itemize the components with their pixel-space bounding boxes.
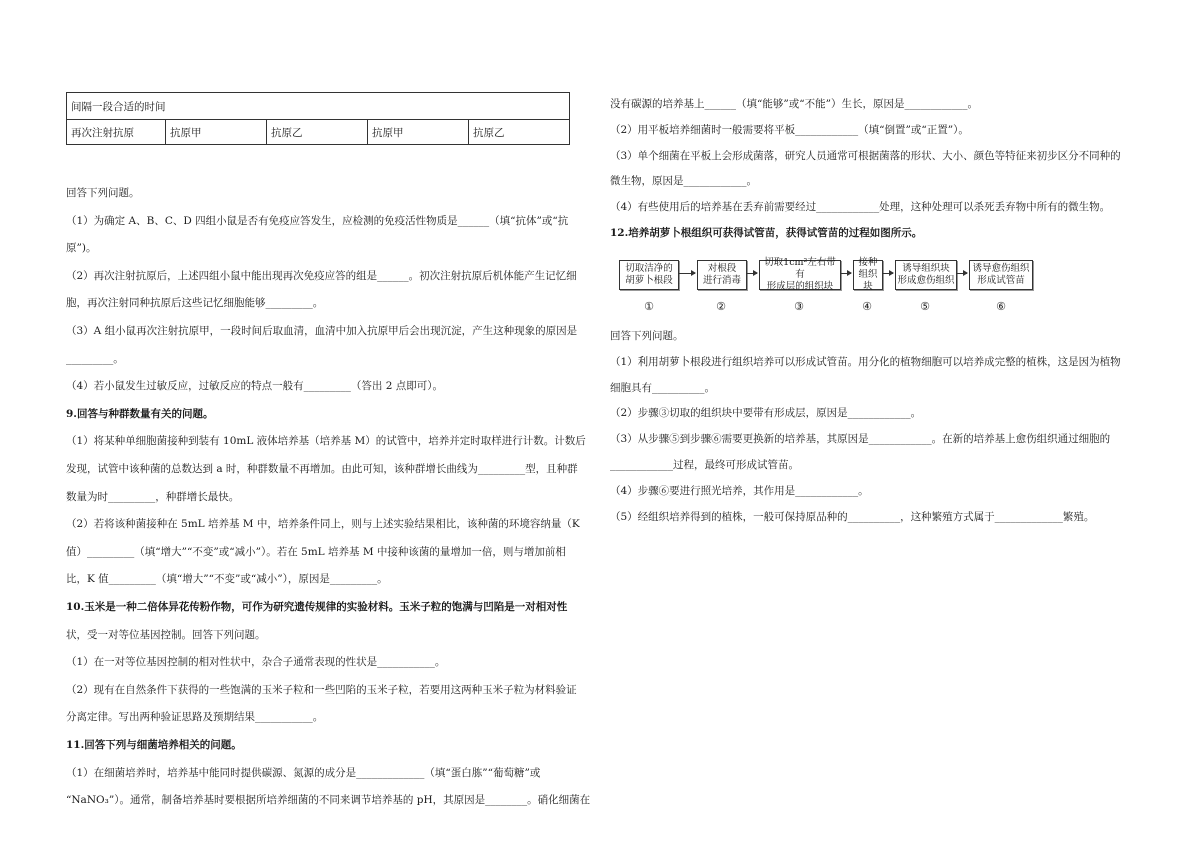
text-line: ____________过程，最终可形成试管苗。 [610,459,799,471]
flow-arrow [679,273,695,274]
text-line: 回答下列问题。 [66,187,140,199]
table-cell: 抗原甲 [368,120,469,145]
text-line: （2）步骤③切取的组织块中要带有形成层，原因是____________。 [610,407,922,420]
flow-step-text: 切取洁净的 [625,263,673,274]
flow-step-box [853,257,883,292]
text-line: （3）从步骤⑤到步骤⑥需要更换新的培养基，其原因是____________。在新的培养基上愈伤组织通过细胞的 [610,433,1111,446]
text-line: 胞，再次注射同种抗原后这些记忆细胞能够_________。 [66,297,324,310]
question-heading: 11.回答下列与细菌培养相关的问题。 [66,739,242,751]
text-line: （2）再次注射抗原后，上述四组小鼠中能出现再次免疫应答的组是______。初次注射抗原后机体能产生记忆细 [66,269,577,282]
text-line: （1）利用胡萝卜根段进行组织培养可以形成试管苗。用分化的植物细胞可以培养成完整的植株，这是因为植物 [610,355,1121,368]
flow-step-text: 胡萝卜根段 [625,275,673,286]
text-line: （4）步骤⑥要进行照光培养，其作用是____________。 [610,484,869,497]
flow-step-text: 进行消毒 [702,275,741,286]
flow-arrow [747,273,757,274]
text-line: （1）在一对等位基因控制的相对性状中，杂合子通常表现的性状是___________。 [66,656,446,669]
text-line: （3）A 组小鼠再次注射抗原甲，一段时间后取血清，血清中加入抗原甲后会出现沉淀，产生这种现象的原因是 [66,325,578,337]
text-line: “NaNO₃”）。通常，制备培养基时要根据所培养细菌的不同来调节培养基的 pH，其原因是________。硝化细菌在 [66,794,591,807]
text-line: （1）将某种单细胞菌接种到装有 10mL 液体培养基（培养基 M）的试管中，培养并定时取样进行计数。计数后 [66,435,586,448]
text-line: 状，受一对等位基因控制。回答下列问题。 [66,628,266,641]
flow-arrow [841,273,851,274]
flow-step-box [759,257,841,292]
flow-step-box [969,260,1033,290]
text-line: （4）有些使用后的培养基在丢弃前需要经过____________处理，这种处理可以杀死丢弃物中所有的微生物。 [610,201,1111,214]
flow-step-text: 形成层的组织块 [766,281,834,292]
text-line: （4）若小鼠发生过敏反应，过敏反应的特点一般有_________（答出 2 点即可）。 [66,380,444,393]
flow-step-text: 诱导组织块 [902,263,950,274]
text-line: （2）现有在自然条件下获得的一些饱满的玉米子粒和一些凹陷的玉米子粒，若要用这两种玉米子粒为材料验证 [66,683,577,696]
text-line: （3）单个细菌在平板上会形成菌落，研究人员通常可根据菌落的形状、大小、颜色等特征来初步区分不同种的 [610,149,1121,162]
table-cell: 再次注射抗原 [67,120,166,145]
text-line: 微生物，原因是____________。 [610,175,757,188]
table-cell: 抗原甲 [166,120,267,145]
step-number: ⑥ [996,300,1006,313]
text-line: （2）用平板培养细菌时一般需要将平板____________（填“倒置”或“正置”）。 [610,123,969,136]
question-heading: 9.回答与种群数量有关的问题。 [66,407,214,420]
step-number: ③ [794,300,804,313]
table-row [67,93,570,120]
step-number: ④ [862,300,872,313]
flow-arrow [957,273,967,274]
text-line: 比，K 值_________（填“增大”“不变”或“减小”），原因是_________。 [66,573,388,586]
table-cell: 抗原乙 [267,120,368,145]
flow-step-text: 接种 [858,257,878,268]
text-line: （5）经组织培养得到的植株，一般可保持原品种的__________，这种繁殖方式属于_____________繁殖。 [610,510,1095,523]
text-line: （1）在细菌培养时，培养基中能同时提供碳源、氮源的成分是_____________（填“蛋白胨”“葡萄糖”或 [66,766,541,779]
flow-step-text: 对根段 [707,263,737,274]
text-line: 回答下列问题。 [610,330,684,342]
text-line: 细胞具有__________。 [610,381,715,394]
table-cell: 抗原乙 [469,120,570,145]
step-number: ① [644,300,654,313]
text-line: 发现，试管中该种菌的总数达到 a 时，种群数量不再增加。由此可知，该种群增长曲线为_________型，且种群 [66,463,578,475]
text-line: 值）_________（填“增大”“不变”或“减小”）。若在 5mL 培养基 M 中接种该菌的量增加一倍，则与增加前相 [66,545,566,558]
text-line: 分离定律。写出两种验证思路及预期结果___________。 [66,711,324,724]
step-number: ⑤ [920,300,930,313]
flow-diagram [619,258,1039,318]
flow-step-text: 切取1cm²左右带有 [764,257,836,280]
flow-step-box [697,260,747,290]
flow-step-text: 诱导愈伤组织 [972,263,1030,274]
table-row [67,120,570,145]
text-line: 没有碳源的培养基上______（填“能够”或“不能”）生长，原因是____________。 [610,98,978,110]
text-line: （2）若将该种菌接种在 5mL 培养基 M 中，培养条件同上，则与上述实验结果相比，该种菌的环境容纳量（K [66,518,580,531]
flow-step-box [619,260,679,290]
text-line: （1）为确定 A、B、C、D 四组小鼠是否有免疫应答发生，应检测的免疫活性物质是______（填“抗体”或“抗 [66,214,569,227]
step-number: ② [716,300,726,313]
question-heading: 10.玉米是一种二倍体异花传粉作物，可作为研究遗传规律的实验材料。玉米子粒的饱满与凹陷是一对相对性 [66,601,568,613]
text-line: 数量为时_________，种群增长最快。 [66,490,240,503]
flow-step-text: 组织块 [858,269,878,292]
question-heading: 12.培养胡萝卜根组织可获得试管苗，获得试管苗的过程如图所示。 [610,227,923,239]
table-cell: 间隔一段合适的时间 [67,93,570,120]
text-line: 原”)。 [66,242,97,255]
injection-table [66,92,570,145]
flow-step-text: 形成愈伤组织 [897,275,955,286]
text-line: _________。 [66,352,124,365]
flow-step-text: 形成试管苗 [977,275,1025,286]
flow-step-box [895,260,957,290]
flow-arrow [883,273,893,274]
